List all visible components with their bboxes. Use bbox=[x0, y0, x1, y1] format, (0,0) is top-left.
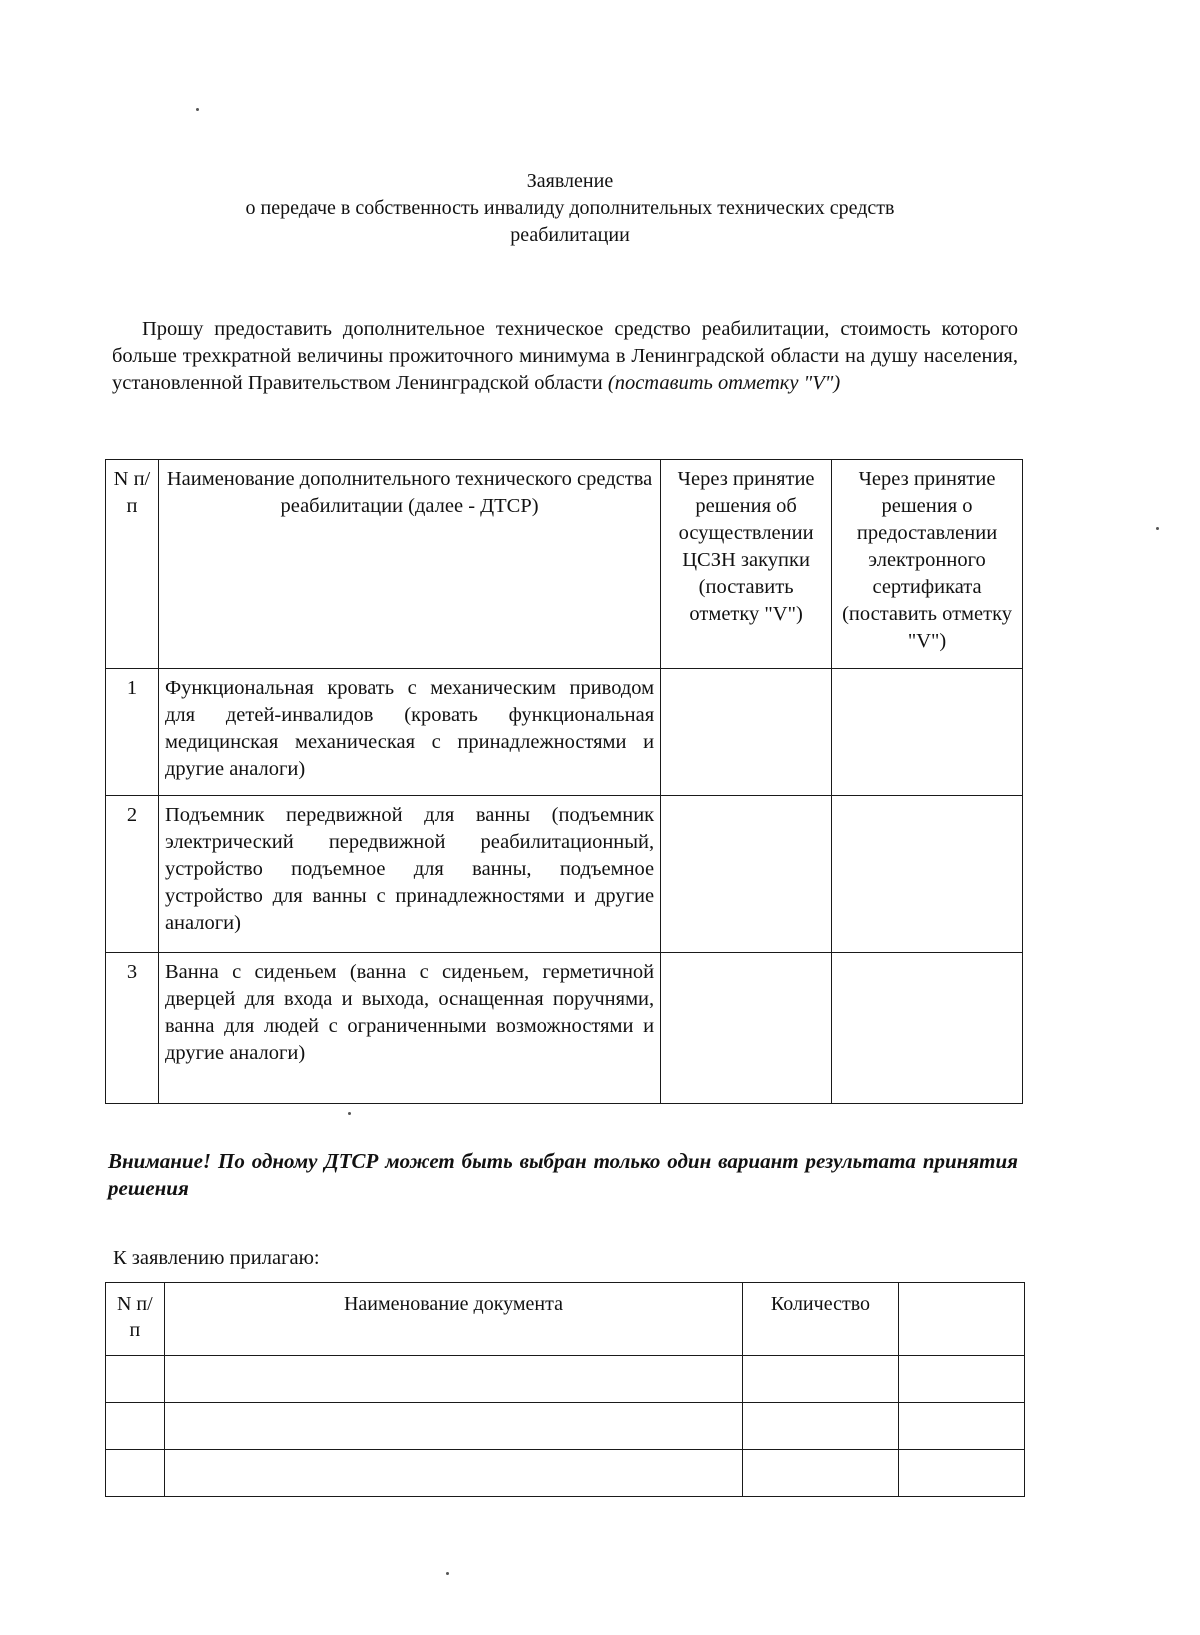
row-num: 3 bbox=[106, 953, 159, 1104]
mark-cell-procurement[interactable] bbox=[661, 953, 832, 1104]
table-row bbox=[106, 1403, 1025, 1450]
row-num: 2 bbox=[106, 796, 159, 953]
row-num: 1 bbox=[106, 669, 159, 796]
row-name: Подъемник передвижной для ванны (подъемник электрический передвижной реабилитационный, устройство подъемное для ванны, подъемное устройство для ванны с принадлежностями и другие аналоги) bbox=[158, 796, 660, 953]
cell-extra[interactable] bbox=[898, 1403, 1024, 1450]
header-extra bbox=[898, 1283, 1024, 1356]
cell-quantity[interactable] bbox=[743, 1356, 898, 1403]
cell-quantity[interactable] bbox=[743, 1403, 898, 1450]
header-name: Наименование дополнительного технического средства реабилитации (далее - ДТСР) bbox=[158, 460, 660, 669]
cell-extra[interactable] bbox=[898, 1450, 1024, 1497]
cell-num[interactable] bbox=[106, 1403, 165, 1450]
scan-speck bbox=[1156, 527, 1159, 530]
table-row bbox=[106, 796, 1023, 953]
attachments-table bbox=[105, 1282, 1025, 1497]
header-quantity: Количество bbox=[743, 1283, 898, 1356]
document-title bbox=[120, 168, 1020, 249]
scan-speck bbox=[446, 1572, 449, 1575]
scan-speck bbox=[348, 1112, 351, 1115]
scan-speck bbox=[196, 108, 199, 111]
title-line-2: о передаче в собственность инвалиду дополнительных технических средств bbox=[245, 197, 895, 219]
mark-cell-procurement[interactable] bbox=[661, 796, 832, 953]
cell-document[interactable] bbox=[164, 1356, 743, 1403]
mark-cell-certificate[interactable] bbox=[832, 796, 1023, 953]
header-option-procurement: Через принятие решения об осуществлении ЦСЗН закупки (поставить отметку "V") bbox=[661, 460, 832, 669]
header-document: Наименование документа bbox=[164, 1283, 743, 1356]
mark-cell-procurement[interactable] bbox=[661, 669, 832, 796]
cell-num[interactable] bbox=[106, 1356, 165, 1403]
table-row bbox=[106, 1450, 1025, 1497]
intro-italic-note: (поставить отметку "V") bbox=[607, 372, 841, 394]
intro-paragraph bbox=[112, 316, 1018, 397]
attachments-table-header bbox=[106, 1283, 1025, 1356]
table-row bbox=[106, 1356, 1025, 1403]
mark-cell-certificate[interactable] bbox=[832, 669, 1023, 796]
cell-extra[interactable] bbox=[898, 1356, 1024, 1403]
attachments-label: К заявлению прилагаю: bbox=[113, 1247, 320, 1269]
header-num: N п/п bbox=[106, 460, 159, 669]
mark-cell-certificate[interactable] bbox=[832, 953, 1023, 1104]
header-option-certificate: Через принятие решения о предоставлении электронного сертификата (поставить отметку "V") bbox=[832, 460, 1023, 669]
header-num: N п/п bbox=[106, 1283, 165, 1356]
warning-note: Внимание! По одному ДТСР может быть выбран только один вариант результата принятия решения bbox=[108, 1149, 1018, 1200]
dtsr-table-header bbox=[106, 460, 1023, 669]
row-name: Функциональная кровать с механическим приводом для детей-инвалидов (кровать функциональная медицинская механическая с принадлежностями и другие аналоги) bbox=[158, 669, 660, 796]
intro-text: Прошу предоставить дополнительное техническое средство реабилитации, стоимость которого больше трехкратной величины прожиточного минимума в Ленинградской области на душу населения, установленной Правительством Ленинградской области bbox=[112, 318, 1018, 394]
cell-document[interactable] bbox=[164, 1450, 743, 1497]
dtsr-table bbox=[105, 459, 1023, 1104]
cell-num[interactable] bbox=[106, 1450, 165, 1497]
table-row bbox=[106, 669, 1023, 796]
cell-document[interactable] bbox=[164, 1403, 743, 1450]
title-line-1: Заявление bbox=[526, 170, 614, 192]
row-name: Ванна с сиденьем (ванна с сиденьем, герметичной дверцей для входа и выхода, оснащенная поручнями, ванна для людей с ограниченными возможностями и другие аналоги) bbox=[158, 953, 660, 1104]
table-row bbox=[106, 953, 1023, 1104]
title-line-3: реабилитации bbox=[510, 224, 630, 246]
cell-quantity[interactable] bbox=[743, 1450, 898, 1497]
